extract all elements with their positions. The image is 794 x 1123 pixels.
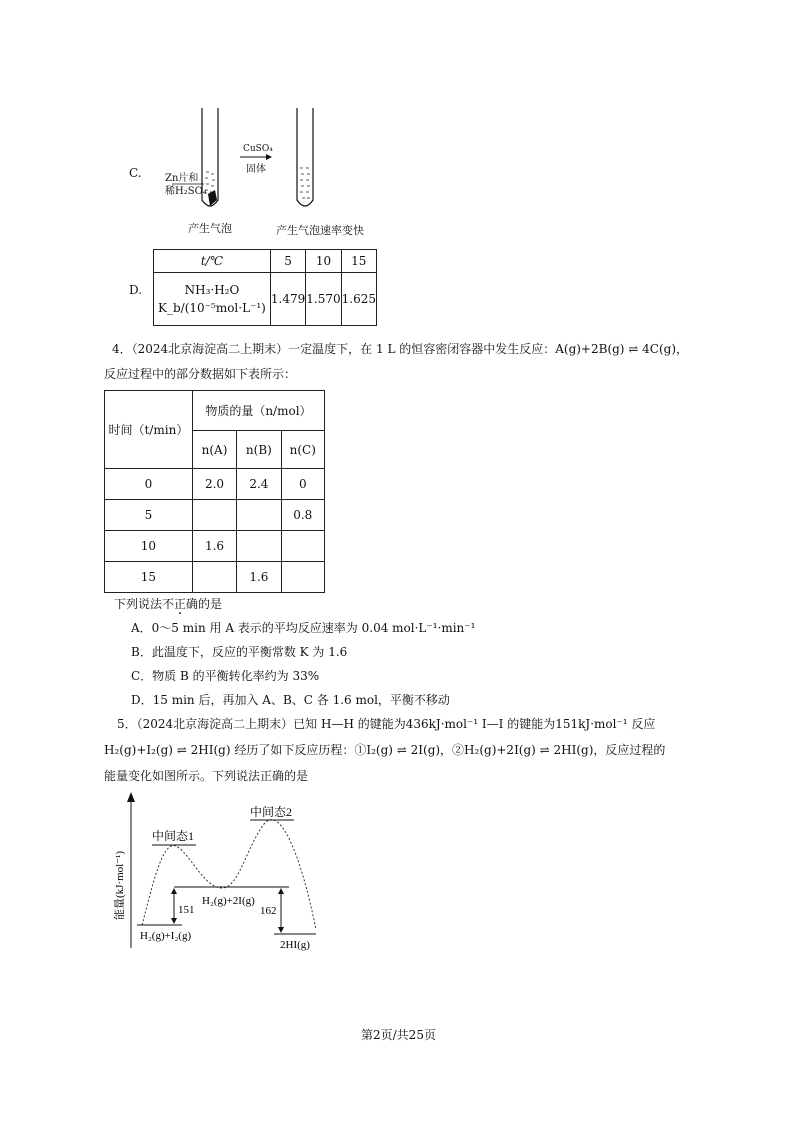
q4-option-d: D．15 min 后，再加入 A、B、C 各 1.6 mol，平衡不移动	[131, 693, 450, 707]
test-tube-right	[297, 108, 313, 206]
q4-question-pre: 下列说法	[114, 597, 163, 611]
intermediate-state-1: 中间态1	[152, 829, 195, 843]
q4-cell: 0	[281, 469, 324, 500]
reagent-label-acid: 稀H₂SO₄	[165, 186, 207, 197]
arrow-up-icon	[171, 888, 177, 894]
q4-subheader-b: n(B)	[237, 431, 281, 469]
arrow-up-icon	[278, 888, 284, 894]
q4-cell	[192, 500, 236, 531]
gas-bubbles-right	[300, 168, 310, 198]
q4-cell: 5	[105, 500, 193, 531]
reagent-label: Zn片和	[165, 173, 199, 184]
kb-header-cell: 15	[341, 250, 376, 273]
q4-cell	[237, 531, 281, 562]
q4-col-time: 时间（t/min）	[105, 391, 193, 469]
test-tube-illustration	[160, 100, 360, 220]
q4-stem-line1: 4．（2024北京海淀高二上期末）一定温度下，在 1 L 的恒容密闭容器中发生反应：A(g)+2B(g) ⇌ 4C(g)，	[112, 342, 689, 356]
caption-right: 产生气泡速率变快	[276, 224, 364, 237]
q4-stem-line2: 反应过程中的部分数据如下表所示：	[104, 367, 297, 381]
option-d-label: D.	[129, 283, 143, 297]
q4-cell: 0.8	[281, 500, 324, 531]
arrow-up-icon	[127, 792, 135, 802]
gap-151-label: 151	[178, 904, 195, 916]
q4-question	[114, 598, 222, 610]
arrow-top-label: CuSO₄	[243, 144, 273, 154]
kb-row-label-species: NH₃·H₂O	[184, 283, 240, 297]
q4-col-amount: 物质的量（n/mol）	[192, 391, 324, 431]
caption-left: 产生气泡	[188, 222, 232, 235]
q5-stem-line3: 能量变化如图所示。下列说法正确的是	[104, 769, 309, 783]
level-mid-label: H₂(g)+2I(g)	[202, 895, 255, 907]
kb-table	[153, 249, 377, 326]
q4-cell: 10	[105, 531, 193, 562]
kb-header-cell: 5	[270, 250, 305, 273]
intermediate-state-2: 中间态2	[250, 805, 293, 819]
q5-stem-line2: H₂(g)+I₂(g) ⇌ 2HI(g) 经历了如下反应历程：①I₂(g) ⇌ 2I(g)，②H₂(g)+2I(g) ⇌ 2HI(g)，反应过程的	[104, 743, 666, 757]
q5-stem-line1: 5．（2024北京海淀高二上期末）已知 H—H 的键能为436kJ·mol⁻¹ I—I 的键能为151kJ·mol⁻¹ 反应	[117, 717, 656, 731]
q4-subheader-c: n(C)	[281, 431, 324, 469]
q4-option-c: C．物质 B 的平衡转化率约为 33%	[131, 669, 320, 683]
q4-cell: 15	[105, 562, 193, 593]
test-tube-left	[202, 108, 218, 206]
q4-option-b: B．此温度下，反应的平衡常数 K 为 1.6	[131, 645, 348, 659]
q4-cell	[281, 531, 324, 562]
q4-cell: 1.6	[237, 562, 281, 593]
kb-header-cell: 10	[306, 250, 341, 273]
y-axis-label: 能量(kJ·mol⁻¹)	[114, 851, 126, 920]
arrow-down-icon	[278, 927, 284, 933]
arrow-bottom-label: 固体	[246, 164, 266, 175]
page-footer: 第2页/共25页	[361, 1028, 436, 1042]
q4-question-post: 的是	[198, 597, 223, 611]
right-arrow-icon	[266, 154, 272, 160]
gap-162-label: 162	[260, 905, 277, 917]
q4-cell	[237, 500, 281, 531]
gas-bubbles-left	[205, 172, 215, 192]
option-c-label: C.	[129, 166, 142, 180]
kb-header-temp: t/℃	[154, 250, 271, 273]
q4-question-emphasis: 不正确	[162, 597, 199, 611]
energy-diagram	[104, 788, 334, 958]
q4-cell: 2.0	[192, 469, 236, 500]
q4-subheader-a: n(A)	[192, 431, 236, 469]
q4-cell	[192, 562, 236, 593]
q4-data-table	[104, 390, 325, 593]
arrow-down-icon	[171, 918, 177, 924]
q4-cell: 0	[105, 469, 193, 500]
level-start-label: H₂(g)+I₂(g)	[140, 930, 192, 942]
q4-option-a: A．0～5 min 用 A 表示的平均反应速率为 0.04 mol·L⁻¹·min⁻¹	[131, 621, 476, 635]
kb-value: 1.570	[306, 273, 341, 326]
kb-value: 1.479	[270, 273, 305, 326]
kb-row-label-unit: K_b/(10⁻⁵mol·L⁻¹)	[158, 301, 266, 315]
kb-value: 1.625	[341, 273, 376, 326]
q4-cell: 2.4	[237, 469, 281, 500]
q4-cell	[281, 562, 324, 593]
level-end-label: 2HI(g)	[280, 939, 310, 951]
kb-row-label	[154, 273, 271, 326]
q4-cell: 1.6	[192, 531, 236, 562]
